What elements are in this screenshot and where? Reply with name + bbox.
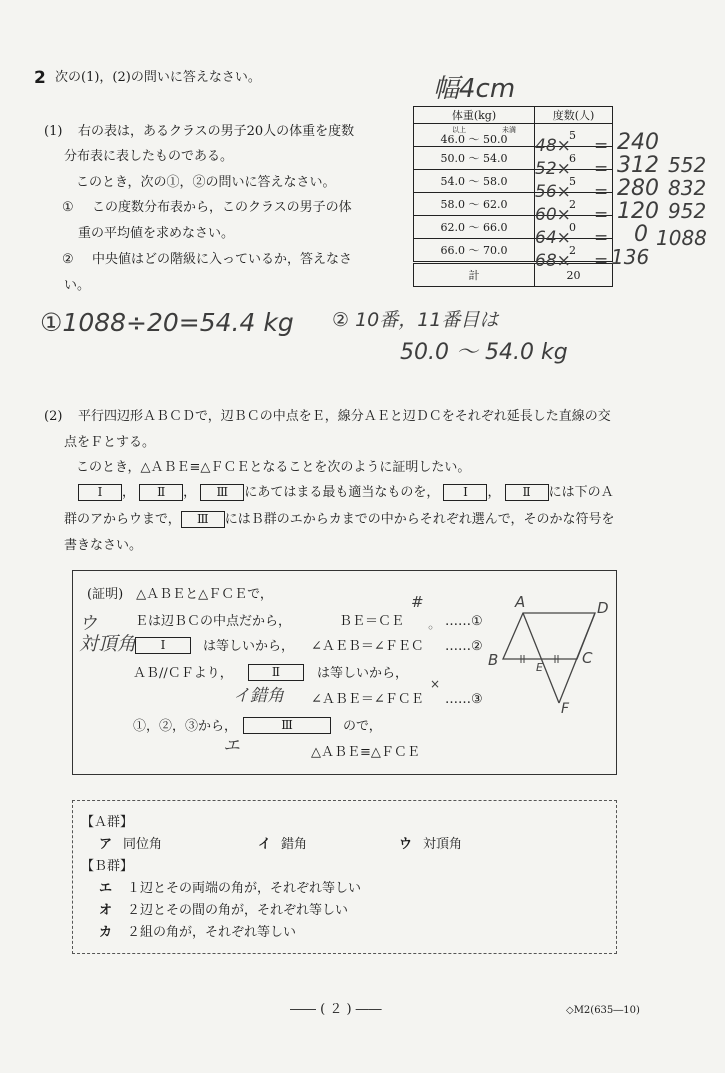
proof-line3b: は等しいから， <box>203 639 295 654</box>
box-III: Ⅲ <box>181 511 225 528</box>
group-b-item-text: １辺とその両端の角が，それぞれ等しい <box>127 881 362 896</box>
table-total-value: 20 <box>566 268 581 282</box>
hand-row-note: 52× <box>535 159 571 179</box>
box-I: Ⅰ <box>78 484 122 501</box>
table-sub-right: 未満 <box>502 126 516 134</box>
table-sub-left: 以上 <box>452 126 466 134</box>
hand-proof-ans1-line1: ウ <box>79 613 97 634</box>
hand-proof-ans2: イ錯角 <box>233 686 284 706</box>
hand-equals: = <box>594 136 609 156</box>
table-row <box>414 147 613 170</box>
table-total-label: 計 <box>468 269 480 282</box>
q2-line2: い。 <box>64 278 91 293</box>
group-b-title: 【Ｂ群】 <box>81 859 134 874</box>
fig-label-b: B <box>488 651 499 669</box>
proof-box-III: Ⅲ <box>243 717 331 734</box>
table-freq: 5 <box>569 128 576 142</box>
table-row <box>414 170 613 193</box>
fig-label-f: F <box>561 701 570 716</box>
q1-line1: この度数分布表から，このクラスの男子の体 <box>92 200 352 215</box>
hand-answer-2-line1: ② 10番，11番目は <box>332 309 499 331</box>
table-range: 62.0 ～ 66.0 <box>440 221 508 234</box>
proof-line2b: ＢＥ＝ＣＥ <box>339 614 405 629</box>
hand-answer-2-line2: 50.0 ～ 54.0 kg <box>400 340 568 365</box>
part2-line5 <box>64 511 615 528</box>
group-a-item-mark: ア <box>99 837 113 852</box>
fig-label-a: A <box>515 593 526 611</box>
group-a-item-text: 同位角 <box>123 837 163 852</box>
line4-mid: にあてはまる最も適当なものを， <box>244 485 440 500</box>
proof-line5b: ……③ <box>445 692 483 707</box>
hand-cumulative: 832 <box>668 176 707 200</box>
table-freq: 6 <box>569 151 576 165</box>
proof-line2a: Ｅは辺ＢＣの中点だから， <box>135 614 292 629</box>
group-a-title: 【Ａ群】 <box>81 815 134 830</box>
hand-equals: = <box>594 159 609 179</box>
line5-start: 群のアからウまで， <box>64 512 181 527</box>
hand-cumulative: 1088 <box>656 226 707 250</box>
comma: ， <box>183 485 197 500</box>
box-II: Ⅱ <box>139 484 183 501</box>
hand-answer-1: ①1088÷20=54.4 kg <box>40 308 294 337</box>
part2-line1: 平行四辺形ＡＢＣＤで，辺ＢＣの中点をＥ，線分ＡＥと辺ＤＣをそれぞれ延長した直線の交 <box>78 409 611 424</box>
proof-line4b: は等しいから， <box>317 666 409 681</box>
table-freq: 2 <box>569 243 576 257</box>
table-row <box>414 124 613 147</box>
hand-cumulative: 552 <box>668 153 707 177</box>
hand-equals: = <box>594 251 609 271</box>
part2-line4 <box>78 484 614 501</box>
page-number: ―― ( ２ ) ―― <box>290 1002 382 1017</box>
part1-line2: 分布表に表したものである。 <box>64 149 234 164</box>
group-b-item-text: ２辺とその間の角が，それぞれ等しい <box>127 903 349 918</box>
hand-row-note: 68× <box>535 251 571 271</box>
part2-line3: このとき，△ＡＢＥ≡△ＦＣＥとなることを次のように証明したい。 <box>76 460 471 475</box>
hand-row-note: 48× <box>535 136 571 156</box>
frequency-table <box>413 106 613 287</box>
table-freq: 0 <box>569 220 576 234</box>
hand-product: 280 <box>617 176 659 201</box>
proof-line1: (証明) △ＡＢＥと△ＦＣＥで， <box>87 587 273 602</box>
table-freq: 5 <box>569 174 576 188</box>
hand-product: 136 <box>611 245 650 269</box>
part1-line3: このとき，次の①，②の問いに答えなさい。 <box>76 175 336 190</box>
table-range: 66.0 ～ 70.0 <box>440 244 508 257</box>
line5-end: にはＢ群のエからカまでの中からそれぞれ選んで，そのかな符号を <box>224 512 615 527</box>
box-III: Ⅲ <box>200 484 244 501</box>
hand-equals: = <box>594 182 609 202</box>
proof-line6a: ①，②，③から， <box>133 719 238 734</box>
proof-line7: △ＡＢＥ≡△ＦＣＥ <box>311 745 420 760</box>
proof-line5a: ∠ＡＢＥ＝∠ＦＣＥ <box>311 692 424 707</box>
table-row <box>414 239 613 263</box>
q1-line2: 重の平均値を求めなさい。 <box>78 226 235 241</box>
proof-line2c: ……① <box>445 614 483 629</box>
proof-line3c: ∠ＡＥＢ＝∠ＦＥＣ <box>311 639 424 654</box>
proof-line3d: ……② <box>445 639 483 654</box>
proof-box <box>72 570 617 775</box>
table-row <box>414 216 613 239</box>
hand-product: 0 <box>634 222 648 247</box>
group-b-item-text: ２組の角が，それぞれ等しい <box>127 925 297 940</box>
group-a-item-mark: ウ <box>399 837 413 852</box>
group-b-item-mark: カ <box>99 925 113 940</box>
problem-number: 2 <box>34 68 46 88</box>
fig-label-c: C <box>582 649 593 667</box>
hand-equals: = <box>594 205 609 225</box>
hand-equals: = <box>594 228 609 248</box>
group-a-item-text: 錯角 <box>281 837 308 852</box>
part2-label: (2) <box>44 409 63 424</box>
hand-row-note: 64× <box>535 228 571 248</box>
hand-product: 312 <box>617 153 659 178</box>
q2-line1: 中央値はどの階級に入っているか，答えなさ <box>92 252 353 267</box>
line4-end: には下のＡ <box>548 485 614 500</box>
hand-proof-ans1-line2: 対頂角 <box>79 633 137 655</box>
proof-line6b: ので， <box>343 719 382 734</box>
proof-line4a: ＡＢ//ＣＦより， <box>133 666 233 681</box>
answer-groups-box <box>72 800 617 954</box>
table-freq: 2 <box>569 197 576 211</box>
table-range: 50.0 ～ 54.0 <box>440 152 508 165</box>
table-range: 46.0 ～ 50.0 <box>440 133 508 146</box>
parallelogram-figure <box>483 591 613 716</box>
part2-line2: 点をＦとする。 <box>64 435 156 450</box>
hand-cross-mark: × <box>430 677 441 691</box>
proof-box-II: Ⅱ <box>248 664 304 681</box>
group-a-item-mark: イ <box>258 837 272 852</box>
group-b-item-mark: オ <box>99 903 113 918</box>
fig-label-d: D <box>597 599 609 617</box>
box-I: Ⅰ <box>443 484 487 501</box>
part1-line1: 右の表は，あるクラスの男子20人の体重を度数 <box>78 124 355 139</box>
hand-row-note: 60× <box>535 205 571 225</box>
hand-product: 120 <box>617 199 659 224</box>
proof-box-I: Ⅰ <box>135 637 191 654</box>
line-ae-extended <box>523 613 559 703</box>
comma: ， <box>122 485 136 500</box>
box-II: Ⅱ <box>505 484 549 501</box>
table-header-freq: 度数(人) <box>535 107 613 124</box>
group-b-item-mark: エ <box>99 881 113 896</box>
q2-mark: ② <box>62 252 74 267</box>
table-row <box>414 193 613 216</box>
hand-proof-ans3: エ <box>223 736 240 756</box>
hand-cumulative: 952 <box>668 199 707 223</box>
comma: ， <box>487 485 501 500</box>
part2-line6: 書きなさい。 <box>64 538 143 553</box>
table-total-row <box>414 263 613 287</box>
hand-hash-mark: # <box>411 593 424 611</box>
table-header-class: 体重(kg) <box>414 107 535 124</box>
hand-width-note: 幅4cm <box>433 74 516 104</box>
fig-label-e: E <box>536 661 543 674</box>
part1-label: (1) <box>44 124 63 139</box>
hand-row-note: 56× <box>535 182 571 202</box>
problem-instruction: 次の(1)，(2)の問いに答えなさい。 <box>55 70 261 85</box>
hand-product: 240 <box>617 130 659 155</box>
hand-circle-mark: ◦ <box>427 621 435 635</box>
table-range: 58.0 ～ 62.0 <box>440 198 508 211</box>
table-range: 54.0 ～ 58.0 <box>440 175 508 188</box>
group-a-item-text: 対頂角 <box>423 837 463 852</box>
q1-mark: ① <box>62 200 74 215</box>
exam-code: ◇M2(635―10) <box>566 1005 640 1016</box>
